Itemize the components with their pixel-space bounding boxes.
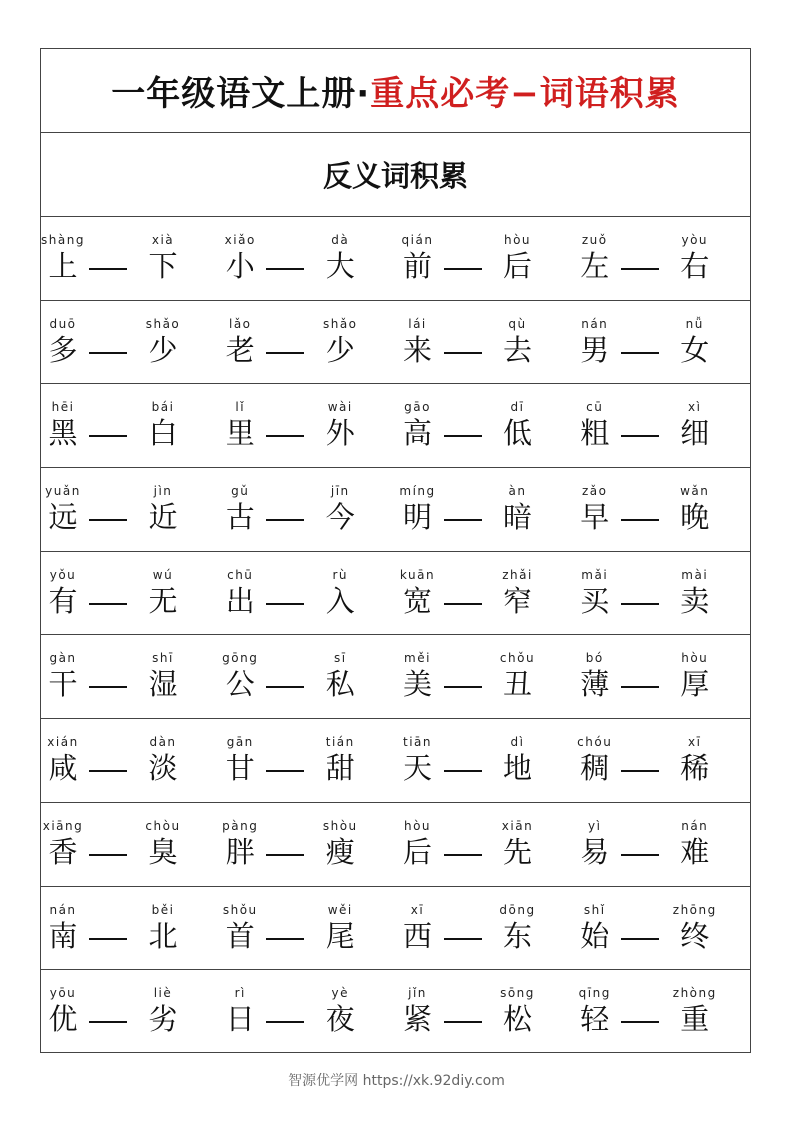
antonym-pair xyxy=(41,301,218,384)
dash-separator xyxy=(266,770,304,772)
dash-separator xyxy=(444,854,482,856)
dash-separator xyxy=(266,1021,304,1023)
worksheet xyxy=(40,48,751,1053)
pinyin-left: xiāng xyxy=(42,818,84,833)
hanzi-left: 咸 xyxy=(48,751,78,786)
antonym-pair xyxy=(573,803,750,886)
hanzi-left: 甘 xyxy=(225,751,255,786)
antonym-pair xyxy=(396,635,573,718)
hanzi-left: 出 xyxy=(225,583,255,618)
antonym-pair xyxy=(218,970,395,1054)
hanzi-left: 里 xyxy=(225,416,255,451)
dash-separator xyxy=(444,938,482,940)
hanzi-right: 丑 xyxy=(502,667,533,702)
antonym-pair xyxy=(218,301,395,384)
hanzi-left: 来 xyxy=(402,332,433,367)
pinyin-right: dī xyxy=(510,400,525,415)
pinyin-left: lǎo xyxy=(228,316,252,331)
hanzi-left: 左 xyxy=(580,249,610,283)
hanzi-right: 今 xyxy=(325,500,355,535)
dash-separator xyxy=(89,686,127,688)
pinyin-left: lái xyxy=(408,316,427,331)
antonym-pair xyxy=(396,887,573,970)
dash-separator xyxy=(89,854,127,856)
pinyin-left: bó xyxy=(585,651,604,666)
antonym-pair xyxy=(573,887,750,970)
hanzi-right: 难 xyxy=(680,834,710,869)
pinyin-left: chū xyxy=(227,567,254,582)
antonym-pair xyxy=(41,384,218,467)
pinyin-left: gāo xyxy=(404,400,431,415)
pinyin-right: shǎo xyxy=(145,316,181,331)
dash-separator xyxy=(621,352,659,354)
hanzi-right: 私 xyxy=(325,667,355,702)
pinyin-left: hēi xyxy=(51,400,75,415)
dash-separator xyxy=(266,854,304,856)
pinyin-left: kuān xyxy=(399,567,436,582)
hanzi-right: 下 xyxy=(148,249,178,283)
hanzi-right: 卖 xyxy=(680,583,710,618)
dash-separator xyxy=(266,268,304,270)
hanzi-right: 女 xyxy=(680,332,710,367)
pinyin-right: mài xyxy=(681,567,709,582)
pinyin-right: nǚ xyxy=(685,316,704,331)
pinyin-right: liè xyxy=(153,986,173,1001)
hanzi-right: 北 xyxy=(148,918,178,953)
dash-separator xyxy=(444,268,482,270)
pinyin-left: gǔ xyxy=(231,484,250,499)
pinyin-right: xì xyxy=(688,400,702,415)
hanzi-left: 干 xyxy=(48,667,78,702)
pinyin-left: shǒu xyxy=(222,902,258,917)
hanzi-left: 稠 xyxy=(580,751,610,786)
antonym-pair xyxy=(396,301,573,384)
dash-separator xyxy=(444,686,482,688)
hanzi-left: 优 xyxy=(48,1002,78,1037)
hanzi-left: 明 xyxy=(402,500,433,535)
section-subtitle: 反义词积累 xyxy=(41,133,750,217)
antonym-pair xyxy=(41,719,218,802)
antonym-pair xyxy=(41,552,218,635)
antonym-pair xyxy=(396,217,573,300)
dash-separator xyxy=(266,603,304,605)
hanzi-right: 重 xyxy=(680,1002,710,1037)
hanzi-right: 尾 xyxy=(325,918,355,953)
hanzi-left: 公 xyxy=(225,667,255,702)
hanzi-left: 轻 xyxy=(580,1002,610,1037)
antonym-pair xyxy=(573,719,750,802)
hanzi-left: 易 xyxy=(580,834,610,869)
pinyin-left: lǐ xyxy=(235,400,246,415)
pinyin-right: shī xyxy=(152,651,174,666)
pinyin-left: nán xyxy=(581,316,609,331)
hanzi-right: 白 xyxy=(148,416,178,451)
dash-separator xyxy=(266,938,304,940)
pinyin-right: jīn xyxy=(330,484,350,499)
pinyin-left: qīng xyxy=(578,986,611,1001)
pinyin-left: pàng xyxy=(222,818,259,833)
pinyin-left: gān xyxy=(226,735,254,750)
hanzi-left: 古 xyxy=(225,500,255,535)
antonym-pair xyxy=(396,468,573,551)
hanzi-left: 多 xyxy=(48,332,78,367)
hanzi-right: 劣 xyxy=(148,1002,178,1037)
hanzi-right: 地 xyxy=(502,751,533,786)
hanzi-left: 远 xyxy=(48,500,78,535)
pinyin-right: wài xyxy=(327,400,353,415)
dash-separator xyxy=(89,1021,127,1023)
hanzi-right: 近 xyxy=(148,500,178,535)
footer-watermark: 智源优学网 https://xk.92diy.com xyxy=(288,1073,505,1089)
antonym-pair xyxy=(396,552,573,635)
title-red-part: 重点必考−词语积累 xyxy=(370,74,680,114)
dash-separator xyxy=(621,1021,659,1023)
dash-separator xyxy=(89,603,127,605)
pinyin-left: yōu xyxy=(49,986,77,1001)
hanzi-right: 少 xyxy=(148,332,178,367)
hanzi-right: 东 xyxy=(502,918,533,953)
hanzi-right: 少 xyxy=(325,332,355,367)
hanzi-left: 日 xyxy=(225,1002,255,1037)
pinyin-left: mǎi xyxy=(581,567,609,582)
dash-separator xyxy=(621,435,659,437)
pinyin-left: hòu xyxy=(403,818,432,833)
antonym-pair xyxy=(573,635,750,718)
hanzi-left: 薄 xyxy=(580,667,610,702)
table-row xyxy=(41,301,750,385)
pinyin-right: dōng xyxy=(499,902,536,917)
hanzi-right: 细 xyxy=(680,416,710,451)
hanzi-left: 宽 xyxy=(402,583,433,618)
table-row xyxy=(41,635,750,719)
pinyin-left: zuǒ xyxy=(581,233,608,247)
table-row xyxy=(41,217,750,301)
pinyin-right: jìn xyxy=(153,484,173,499)
dash-separator xyxy=(444,1021,482,1023)
pinyin-left: tiān xyxy=(403,735,432,750)
pinyin-left: gōng xyxy=(222,651,259,666)
hanzi-left: 有 xyxy=(48,583,78,618)
antonym-table xyxy=(41,217,750,1054)
pinyin-right: dì xyxy=(510,735,525,750)
pinyin-right: xiān xyxy=(501,818,534,833)
table-row xyxy=(41,970,750,1054)
hanzi-right: 晚 xyxy=(680,500,710,535)
antonym-pair xyxy=(41,887,218,970)
hanzi-right: 外 xyxy=(325,416,355,451)
hanzi-right: 右 xyxy=(680,249,710,283)
hanzi-right: 去 xyxy=(502,332,533,367)
hanzi-left: 男 xyxy=(580,332,610,367)
pinyin-left: rì xyxy=(234,986,246,1001)
dash-separator xyxy=(621,770,659,772)
antonym-pair xyxy=(218,468,395,551)
pinyin-right: zhòng xyxy=(672,986,717,1001)
hanzi-right: 低 xyxy=(502,416,533,451)
title-black-part: 一年级语文上册· xyxy=(111,74,371,114)
pinyin-left: xī xyxy=(410,902,425,917)
dash-separator xyxy=(89,938,127,940)
dash-separator xyxy=(621,603,659,605)
hanzi-right: 先 xyxy=(502,834,533,869)
pinyin-right: chǒu xyxy=(499,651,536,666)
pinyin-right: xià xyxy=(151,233,175,247)
hanzi-right: 稀 xyxy=(680,751,710,786)
pinyin-right: běi xyxy=(151,902,175,917)
pinyin-left: xiǎo xyxy=(224,233,256,247)
pinyin-right: shǎo xyxy=(322,316,358,331)
hanzi-right: 后 xyxy=(502,249,533,283)
antonym-pair xyxy=(218,384,395,467)
dash-separator xyxy=(89,268,127,270)
antonym-pair xyxy=(218,635,395,718)
hanzi-left: 天 xyxy=(402,751,433,786)
table-row xyxy=(41,803,750,887)
hanzi-right: 无 xyxy=(148,583,178,618)
hanzi-left: 西 xyxy=(402,918,433,953)
hanzi-left: 首 xyxy=(225,918,255,953)
pinyin-right: wǎn xyxy=(680,484,710,499)
hanzi-left: 老 xyxy=(225,332,255,367)
hanzi-right: 甜 xyxy=(325,751,355,786)
hanzi-left: 美 xyxy=(402,667,433,702)
dash-separator xyxy=(444,603,482,605)
table-row xyxy=(41,384,750,468)
hanzi-right: 终 xyxy=(680,918,710,953)
pinyin-left: qián xyxy=(401,233,434,247)
dash-separator xyxy=(621,268,659,270)
antonym-pair xyxy=(396,384,573,467)
pinyin-right: sōng xyxy=(500,986,535,1001)
pinyin-right: chòu xyxy=(145,818,181,833)
hanzi-left: 始 xyxy=(580,918,610,953)
dash-separator xyxy=(266,519,304,521)
hanzi-right: 入 xyxy=(325,583,355,618)
table-row xyxy=(41,719,750,803)
antonym-pair xyxy=(218,552,395,635)
pinyin-right: dàn xyxy=(149,735,177,750)
dash-separator xyxy=(621,854,659,856)
pinyin-left: jǐn xyxy=(408,986,427,1001)
pinyin-left: míng xyxy=(399,484,436,499)
hanzi-left: 胖 xyxy=(225,834,255,869)
pinyin-right: zhǎi xyxy=(502,567,533,582)
antonym-pair xyxy=(218,887,395,970)
hanzi-right: 厚 xyxy=(680,667,710,702)
pinyin-right: nán xyxy=(681,818,709,833)
hanzi-left: 香 xyxy=(48,834,78,869)
antonym-pair xyxy=(396,719,573,802)
dash-separator xyxy=(444,770,482,772)
antonym-pair xyxy=(573,217,750,300)
page-title xyxy=(41,49,750,133)
hanzi-right: 夜 xyxy=(325,1002,355,1037)
dash-separator xyxy=(444,519,482,521)
pinyin-left: xián xyxy=(47,735,79,750)
dash-separator xyxy=(89,770,127,772)
hanzi-left: 小 xyxy=(225,249,255,283)
hanzi-right: 窄 xyxy=(502,583,533,618)
dash-separator xyxy=(266,686,304,688)
pinyin-right: hòu xyxy=(503,233,532,247)
hanzi-right: 臭 xyxy=(148,834,178,869)
antonym-pair xyxy=(218,803,395,886)
pinyin-right: sī xyxy=(333,651,347,666)
antonym-pair xyxy=(396,803,573,886)
pinyin-left: měi xyxy=(404,651,431,666)
antonym-pair xyxy=(41,803,218,886)
antonym-pair xyxy=(41,468,218,551)
dash-separator xyxy=(266,435,304,437)
table-row xyxy=(41,552,750,636)
antonym-pair xyxy=(573,970,750,1054)
dash-separator xyxy=(444,435,482,437)
pinyin-right: wú xyxy=(152,567,174,582)
pinyin-left: yǒu xyxy=(49,567,77,582)
hanzi-left: 买 xyxy=(580,583,610,618)
pinyin-left: zǎo xyxy=(582,484,608,499)
pinyin-right: dà xyxy=(331,233,350,247)
hanzi-right: 松 xyxy=(502,1002,533,1037)
antonym-pair xyxy=(573,301,750,384)
dash-separator xyxy=(621,519,659,521)
hanzi-left: 黑 xyxy=(48,416,78,451)
pinyin-right: hòu xyxy=(681,651,709,666)
hanzi-right: 大 xyxy=(325,249,355,283)
pinyin-left: nán xyxy=(49,902,77,917)
pinyin-left: shàng xyxy=(41,233,85,247)
pinyin-right: bái xyxy=(151,400,175,415)
dash-separator xyxy=(621,938,659,940)
hanzi-right: 暗 xyxy=(502,500,533,535)
hanzi-left: 后 xyxy=(402,834,433,869)
hanzi-left: 早 xyxy=(580,500,610,535)
antonym-pair xyxy=(218,719,395,802)
pinyin-right: rù xyxy=(332,567,349,582)
pinyin-right: wěi xyxy=(327,902,353,917)
hanzi-left: 南 xyxy=(48,918,78,953)
hanzi-left: 高 xyxy=(402,416,433,451)
dash-separator xyxy=(89,519,127,521)
hanzi-right: 瘦 xyxy=(325,834,355,869)
antonym-pair xyxy=(218,217,395,300)
antonym-pair xyxy=(396,970,573,1054)
hanzi-left: 前 xyxy=(402,249,433,283)
pinyin-right: àn xyxy=(508,484,527,499)
pinyin-left: duō xyxy=(49,316,77,331)
antonym-pair xyxy=(573,384,750,467)
antonym-pair xyxy=(573,552,750,635)
table-row xyxy=(41,468,750,552)
dash-separator xyxy=(89,435,127,437)
pinyin-right: tián xyxy=(325,735,355,750)
pinyin-right: xī xyxy=(688,735,702,750)
dash-separator xyxy=(89,352,127,354)
antonym-pair xyxy=(573,468,750,551)
pinyin-left: yuǎn xyxy=(45,484,81,499)
pinyin-left: shǐ xyxy=(583,902,606,917)
antonym-pair xyxy=(41,970,218,1054)
dash-separator xyxy=(621,686,659,688)
pinyin-left: gàn xyxy=(49,651,77,666)
pinyin-left: chóu xyxy=(577,735,613,750)
pinyin-right: shòu xyxy=(322,818,358,833)
pinyin-left: cū xyxy=(586,400,604,415)
pinyin-right: zhōng xyxy=(672,902,717,917)
hanzi-right: 淡 xyxy=(148,751,178,786)
hanzi-left: 上 xyxy=(48,249,78,283)
antonym-pair xyxy=(41,217,218,300)
antonym-pair xyxy=(41,635,218,718)
pinyin-right: yòu xyxy=(681,233,709,247)
pinyin-left: yì xyxy=(588,818,602,833)
table-row xyxy=(41,887,750,971)
hanzi-left: 紧 xyxy=(402,1002,433,1037)
dash-separator xyxy=(266,352,304,354)
dash-separator xyxy=(444,352,482,354)
hanzi-right: 湿 xyxy=(148,667,178,702)
hanzi-left: 粗 xyxy=(580,416,610,451)
pinyin-right: qù xyxy=(508,316,527,331)
pinyin-right: yè xyxy=(331,986,349,1001)
